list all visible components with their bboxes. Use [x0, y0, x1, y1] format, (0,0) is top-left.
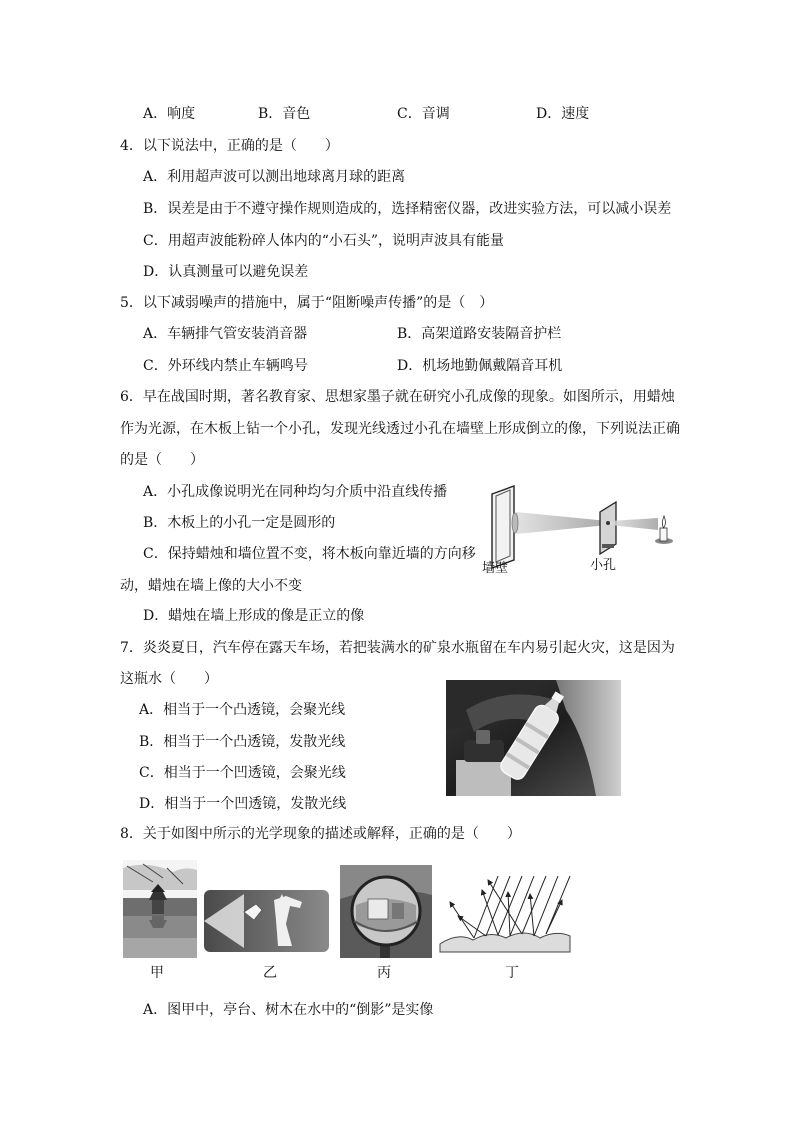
- figure-label-wall: 墙壁: [482, 561, 509, 576]
- q4-option-a: A．利用超声波可以测出地球离月球的距离: [143, 169, 406, 185]
- q4-option-c: C．用超声波能粉碎人体内的“小石头”，说明声波具有能量: [143, 233, 505, 249]
- q4-stem: 4．以下说法中，正确的是（ ）: [120, 138, 339, 154]
- figure-ding-diffuse-reflection: [438, 872, 578, 954]
- q8-option-a: A．图甲中，亭台、树木在水中的“倒影”是实像: [143, 1002, 434, 1018]
- figure-bing-mirror: [340, 865, 432, 958]
- q7-option-b: B．相当于一个凸透镜，发散光线: [139, 734, 346, 750]
- figure-jia-pavilion: [123, 860, 197, 958]
- q7-option-d: D．相当于一个凹透镜，发散光线: [139, 796, 347, 812]
- q3-option-d: D．速度: [536, 106, 590, 122]
- wall-shape: [492, 486, 514, 568]
- q7-stem-line-2: 这瓶水（ ）: [120, 671, 218, 687]
- q3-option-a: A．响度: [143, 106, 196, 122]
- candle-shape: [660, 528, 667, 541]
- figure-yi-shadow: [204, 890, 329, 952]
- q7-option-a: A．相当于一个凸透镜，会聚光线: [139, 702, 346, 718]
- q5-option-a: A．车辆排气管安装消音器: [143, 326, 308, 342]
- q8-stem: 8．关于如图中所示的光学现象的描述或解释，正确的是（ ）: [120, 826, 521, 842]
- figure-label-bing: 丙: [377, 965, 391, 981]
- pinhole-figure: [478, 482, 698, 582]
- q6-stem-line-1: 6．早在战国时期，著名教育家、思想家墨子就在研究小孔成像的现象。如图所示，用蜡烛: [120, 389, 675, 405]
- q6-option-a: A．小孔成像说明光在同种均匀介质中沿直线传播: [143, 484, 448, 500]
- figure-label-jia: 甲: [150, 965, 164, 981]
- q5-option-d: D．机场地勤佩戴隔音耳机: [397, 358, 563, 374]
- figure-label-ding: 丁: [505, 965, 519, 981]
- q5-stem: 5．以下减弱噪声的措施中，属于“阻断噪声传播”的是（ ）: [120, 295, 494, 311]
- q6-option-b: B．木板上的小孔一定是圆形的: [143, 515, 336, 531]
- q6-option-c-cont: 动，蜡烛在墙上像的大小不变: [120, 578, 302, 594]
- q6-option-d: D．蜡烛在墙上形成的像是正立的像: [143, 608, 365, 624]
- q5-option-c: C．外环线内禁止车辆鸣号: [143, 358, 308, 374]
- q4-option-b: B．误差是由于不遵守操作规则造成的，选择精密仪器，改进实验方法，可以减小误差: [143, 201, 672, 217]
- figure-label-yi: 乙: [263, 965, 277, 981]
- q3-option-c: C．音调: [397, 106, 450, 122]
- q3-option-b: B．音色: [258, 106, 311, 122]
- q7-stem-line-1: 7．炎炎夏日，汽车停在露天车场，若把装满水的矿泉水瓶留在车内易引起火灾，这是因为: [120, 640, 675, 656]
- q6-stem-line-2: 作为光源，在木板上钻一个小孔，发现光线透过小孔在墙壁上形成倒立的像，下列说法正确: [120, 421, 680, 437]
- q7-option-c: C．相当于一个凹透镜，会聚光线: [139, 765, 346, 781]
- q6-stem-line-3: 的是（ ）: [120, 452, 204, 468]
- figure-label-hole: 小孔: [590, 558, 617, 573]
- bottle-photo: [446, 680, 621, 796]
- q6-option-c: C．保持蜡烛和墙位置不变，将木板向靠近墙的方向移: [143, 546, 476, 562]
- q5-option-b: B．高架道路安装隔音护栏: [397, 326, 562, 342]
- q4-option-d: D．认真测量可以避免误差: [143, 264, 309, 280]
